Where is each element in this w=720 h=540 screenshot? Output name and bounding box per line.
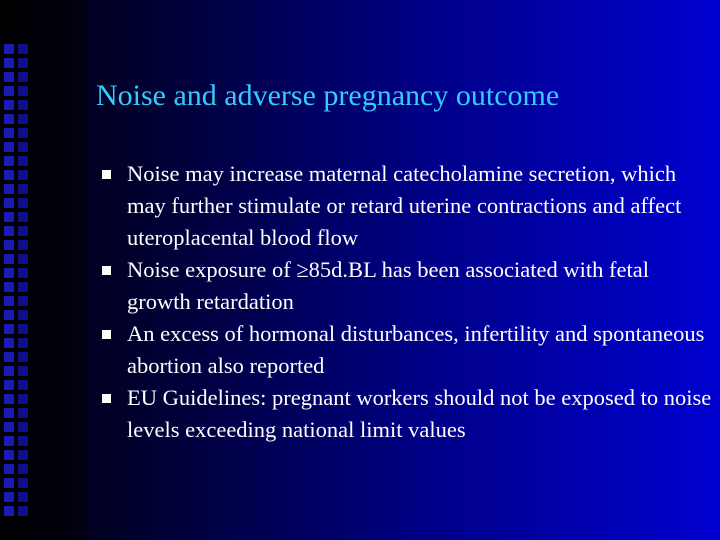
decorative-square: [4, 128, 14, 138]
decorative-square: [4, 296, 14, 306]
decorative-square: [4, 506, 14, 516]
bullet-text: An excess of hormonal disturbances, infertility and spontaneous abortion also reported: [127, 321, 705, 378]
decorative-square: [18, 366, 28, 376]
decorative-square: [4, 226, 14, 236]
decorative-square: [4, 184, 14, 194]
decorative-square: [4, 254, 14, 264]
decorative-square: [4, 114, 14, 124]
decorative-square: [4, 408, 14, 418]
decorative-square: [18, 86, 28, 96]
square-bullet-icon: [102, 170, 111, 179]
decorative-square: [18, 282, 28, 292]
square-bullet-icon: [102, 330, 111, 339]
square-bullet-icon: [102, 394, 111, 403]
decorative-square: [4, 58, 14, 68]
decorative-square: [18, 142, 28, 152]
decorative-square: [18, 422, 28, 432]
decorative-square: [4, 492, 14, 502]
decorative-square: [18, 352, 28, 362]
decorative-square: [18, 100, 28, 110]
decorative-square: [18, 380, 28, 390]
decorative-square: [4, 338, 14, 348]
decorative-square: [4, 44, 14, 54]
decorative-square: [4, 352, 14, 362]
decorative-square: [18, 268, 28, 278]
decorative-square: [18, 184, 28, 194]
decorative-square: [4, 170, 14, 180]
decorative-square: [18, 254, 28, 264]
decorative-left-band: [0, 0, 86, 540]
decorative-square: [18, 324, 28, 334]
decorative-square: [4, 450, 14, 460]
decorative-square: [18, 198, 28, 208]
decorative-square: [4, 100, 14, 110]
slide-title: Noise and adverse pregnancy outcome: [96, 79, 560, 112]
decorative-square: [4, 422, 14, 432]
decorative-square: [18, 170, 28, 180]
decorative-square: [4, 464, 14, 474]
decorative-square: [4, 380, 14, 390]
decorative-square: [4, 240, 14, 250]
decorative-square: [18, 128, 28, 138]
decorative-square: [4, 436, 14, 446]
decorative-square: [4, 394, 14, 404]
decorative-square: [18, 72, 28, 82]
decorative-square: [18, 394, 28, 404]
decorative-square: [18, 436, 28, 446]
decorative-square: [18, 156, 28, 166]
decorative-square: [18, 506, 28, 516]
decorative-square: [4, 72, 14, 82]
bullet-item: [102, 382, 712, 446]
decorative-square-column: [18, 44, 32, 516]
bullet-list: [102, 158, 712, 446]
decorative-square: [4, 310, 14, 320]
decorative-square: [18, 44, 28, 54]
bullet-text: Noise may increase maternal catecholamine secretion, which may further stimulate or retard uterine contractions and affect uteroplacental blood flow: [127, 161, 682, 250]
decorative-square: [18, 464, 28, 474]
decorative-square: [18, 450, 28, 460]
decorative-square: [18, 408, 28, 418]
decorative-square: [18, 492, 28, 502]
decorative-square-column: [4, 44, 18, 516]
decorative-square: [18, 296, 28, 306]
decorative-square: [4, 198, 14, 208]
bullet-text: EU Guidelines: pregnant workers should not be exposed to noise levels exceeding national limit values: [127, 385, 712, 442]
bullet-item: [102, 318, 712, 382]
decorative-square: [4, 478, 14, 488]
decorative-square: [4, 366, 14, 376]
bullet-text: Noise exposure of ≥85d.BL has been associated with fetal growth retardation: [127, 257, 649, 314]
decorative-square: [4, 268, 14, 278]
decorative-square: [4, 324, 14, 334]
decorative-square: [18, 240, 28, 250]
decorative-square: [4, 156, 14, 166]
decorative-square: [18, 478, 28, 488]
decorative-square: [18, 226, 28, 236]
decorative-square: [18, 114, 28, 124]
decorative-square: [4, 142, 14, 152]
decorative-square: [18, 338, 28, 348]
bullet-item: [102, 158, 712, 254]
bullet-item: [102, 254, 712, 318]
square-bullet-icon: [102, 266, 111, 275]
decorative-square: [4, 282, 14, 292]
decorative-square: [18, 58, 28, 68]
decorative-square: [18, 212, 28, 222]
decorative-square: [18, 310, 28, 320]
decorative-square: [4, 212, 14, 222]
decorative-square: [4, 86, 14, 96]
